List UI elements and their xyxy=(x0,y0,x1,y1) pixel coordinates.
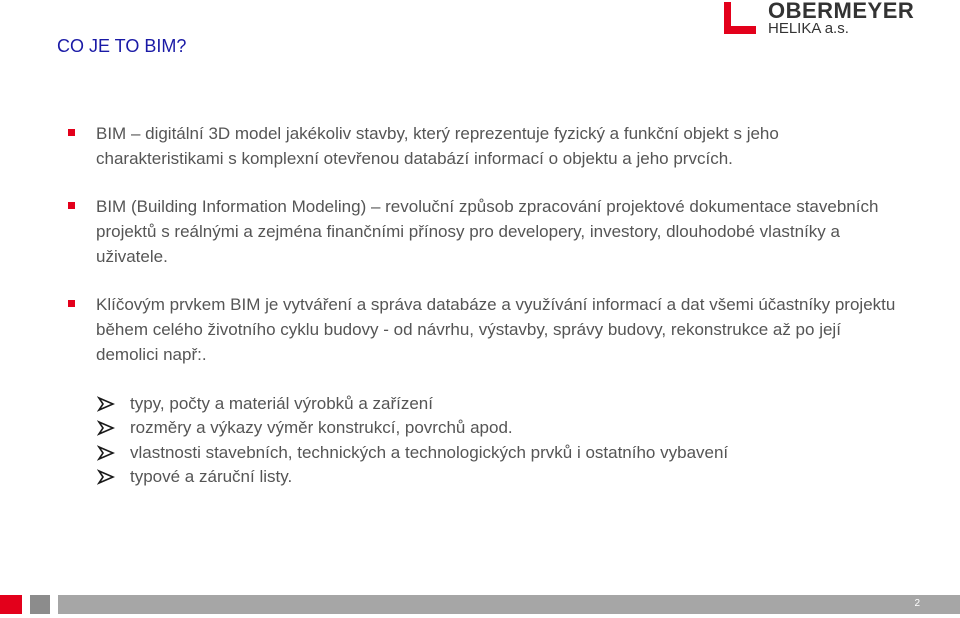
company-logo xyxy=(724,0,924,40)
slide-title: CO JE TO BIM? xyxy=(57,36,187,56)
footer-gray-block xyxy=(30,595,50,614)
sub-item-text: typové a záruční listy. xyxy=(130,467,293,486)
page-number: 2 xyxy=(914,598,920,609)
bullet-text: Klíčovým prvkem BIM je vytváření a správa databáze a využívání informací a dat všemi účastníky projektu během celého životního cyklu budovy - od návrhu, výstavby, správy budovy, rekonstrukce až po její demolici např:. xyxy=(96,295,896,364)
bullet-square-icon xyxy=(68,300,75,307)
logo-name: OBERMEYER xyxy=(768,0,915,23)
slide-footer xyxy=(0,595,960,618)
obermeyer-logo-icon xyxy=(724,2,756,34)
arrow-bullet-icon xyxy=(97,420,115,436)
arrow-bullet-icon xyxy=(97,445,115,461)
sub-item-text: typy, počty a materiál výrobků a zařízení xyxy=(130,394,433,413)
bullet-text: BIM (Building Information Modeling) – revoluční způsob zpracování projektové dokumentace stavebních projektů s reálnými a zejména finančními přínosy pro developery, investory, dlouhodobé vlastníky a uživatele. xyxy=(96,197,879,266)
arrow-bullet-icon xyxy=(97,469,115,485)
sub-list-item xyxy=(130,441,890,466)
arrow-bullet-icon xyxy=(97,396,115,412)
bullet-item xyxy=(96,121,896,171)
sub-item-text: rozměry a výkazy výměr konstrukcí, povrchů apod. xyxy=(130,418,513,437)
sub-item-text: vlastnosti stavebních, technických a technologických prvků i ostatního vybavení xyxy=(130,443,729,462)
sub-list-item xyxy=(130,465,890,490)
bullet-square-icon xyxy=(68,202,75,209)
logo-subtitle: HELIKA a.s. xyxy=(768,20,849,37)
footer-bar xyxy=(58,595,960,614)
sub-list-item xyxy=(130,392,890,417)
bullet-square-icon xyxy=(68,129,75,136)
footer-red-block xyxy=(0,595,22,614)
bullet-text: BIM – digitální 3D model jakékoliv stavby, který reprezentuje fyzický a funkční objekt s jeho charakteristikami s komplexní otevřenou databází informací o objektu a jeho prvcích. xyxy=(96,124,779,168)
bullet-item xyxy=(96,292,896,367)
bullet-item xyxy=(96,194,896,269)
sub-list-item xyxy=(130,416,890,441)
